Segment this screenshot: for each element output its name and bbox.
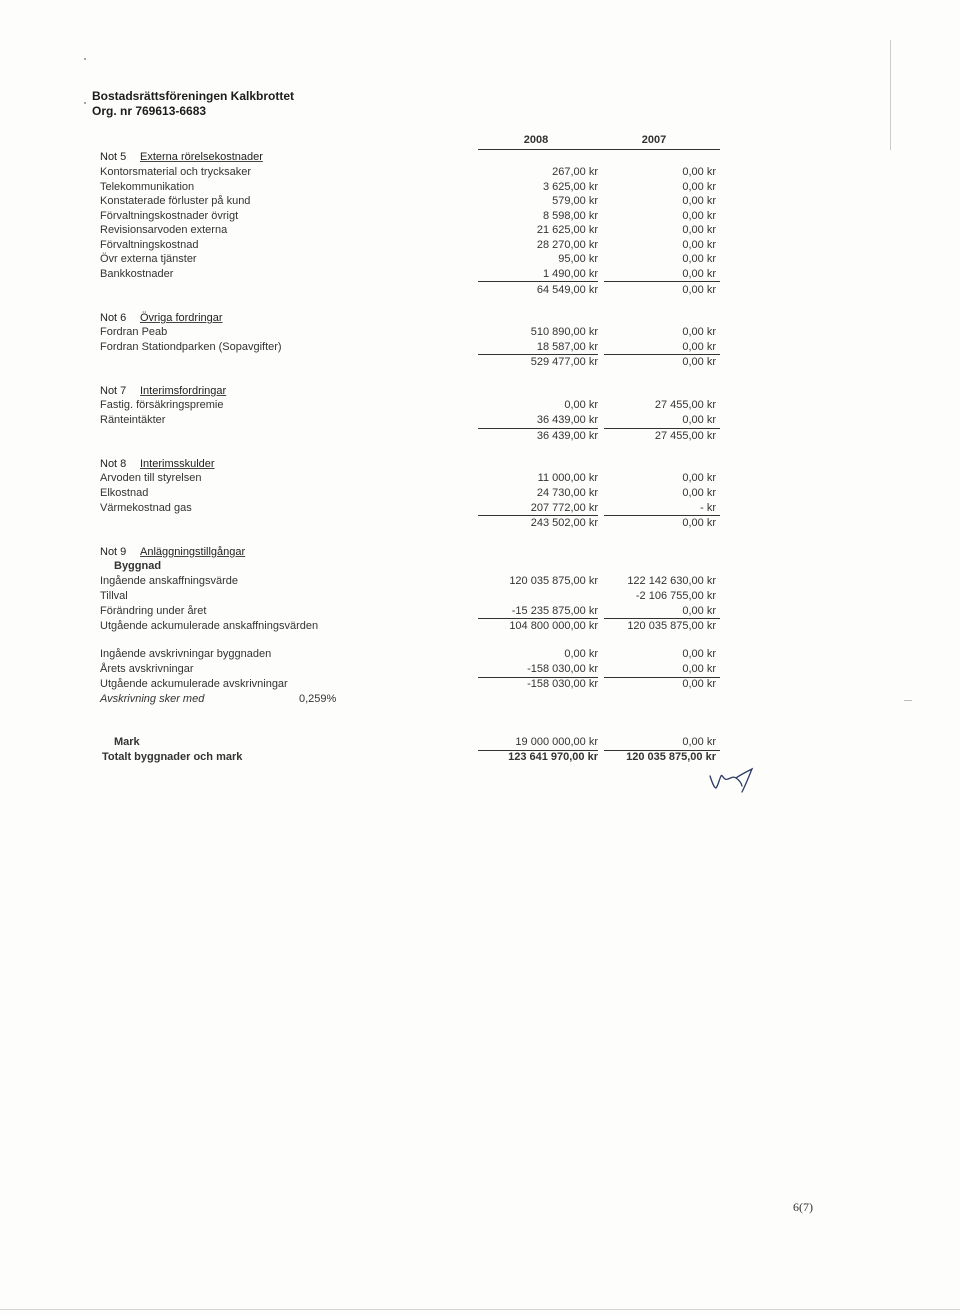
year-2008-header: 2008	[523, 134, 549, 146]
mark-value-2007: 0,00 kr	[682, 736, 716, 748]
page-number: 6(7)	[793, 1200, 813, 1214]
note-7-sum-rule-2007	[604, 428, 720, 429]
scan-speck	[84, 102, 86, 104]
row-label: Årets avskrivningar	[100, 663, 194, 675]
note-5-title	[100, 151, 263, 163]
row-value-2007: 0,00 kr	[682, 604, 716, 617]
note-8-title	[100, 458, 215, 470]
row-value-2008: 21 625,00 kr	[536, 224, 598, 236]
row-value-2007: -2 106 755,00 kr	[635, 590, 716, 602]
note-6-total-2008: 529 477,00 kr	[530, 356, 598, 368]
row-label: Utgående ackumulerade anskaffningsvärden	[100, 620, 319, 632]
note-7-title	[100, 385, 226, 397]
row-value-2008: 95,00 kr	[558, 253, 598, 265]
note-6-title	[100, 312, 223, 324]
year-2007-header: 2007	[641, 134, 667, 146]
note-6-sum-rule-2008	[478, 354, 598, 355]
row-value-2007: 0,00 kr	[682, 414, 716, 426]
note-9-heading: Anläggningstillgångar	[140, 546, 246, 558]
note-5-sum-rule-2008	[478, 281, 598, 282]
note-8-number: Not 8	[100, 458, 127, 470]
note-8-sum-rule-2008	[478, 515, 598, 516]
note-7-sum-rule-2008	[478, 428, 598, 429]
row-value-2008: 0,00 kr	[564, 648, 598, 660]
header-rule-2007	[598, 149, 720, 150]
row-label: Kontorsmaterial och trycksaker	[100, 166, 251, 178]
row-label: Förvaltningskostnader övrigt	[100, 209, 239, 222]
row-value-2007: 27 455,00 kr	[654, 399, 716, 411]
depreciation-label: Avskrivning sker med	[100, 693, 205, 705]
header-rule-2008	[478, 149, 598, 150]
total-label: Totalt byggnader och mark	[102, 751, 243, 763]
row-value-2008: 579,00 kr	[552, 195, 598, 207]
note-9-subheading: Byggnad	[114, 560, 162, 572]
row-value-2007: 0,00 kr	[682, 224, 716, 236]
row-value-2008: 267,00 kr	[552, 166, 598, 178]
row-value-2008: 24 730,00 kr	[536, 487, 598, 499]
note-6-total-2007: 0,00 kr	[682, 356, 716, 368]
row-value-2008: 104 800 000,00 kr	[509, 620, 598, 632]
row-value-2007: 0,00 kr	[682, 326, 716, 338]
row-label: Konstaterade förluster på kund	[100, 195, 251, 207]
row-label: Ränteintäkter	[100, 414, 166, 426]
row-value-2008: 207 772,00 kr	[530, 501, 598, 514]
row-value-2007: 0,00 kr	[682, 678, 716, 690]
row-value-2008: 0,00 kr	[564, 399, 598, 411]
scan-edge-line	[890, 40, 891, 150]
note-7-total-2008: 36 439,00 kr	[536, 430, 598, 442]
row-label: Övr externa tjänster	[100, 253, 197, 265]
row-value-2008: -15 235 875,00 kr	[511, 604, 598, 617]
row-value-2008: -158 030,00 kr	[527, 663, 598, 675]
row-label: Telekommunikation	[100, 180, 195, 193]
row-value-2007: 0,00 kr	[682, 648, 716, 660]
note-9-sum-rule-a-2007	[604, 618, 720, 619]
note-6-sum-rule-2007	[604, 354, 720, 355]
note-7-number: Not 7	[100, 385, 127, 397]
row-value-2008: 3 625,00 kr	[542, 180, 598, 193]
mark-value-2008: 19 000 000,00 kr	[515, 736, 598, 748]
total-value-2008: 123 641 970,00 kr	[508, 751, 598, 763]
note-5-total-2008: 64 549,00 kr	[536, 284, 598, 296]
row-value-2008: 36 439,00 kr	[536, 414, 598, 426]
row-label: Fordran Peab	[100, 326, 168, 338]
row-value-2007: 120 035 875,00 kr	[627, 620, 716, 632]
organization-number: Org. nr 769613-6683	[92, 104, 207, 118]
note-7-total-2007: 27 455,00 kr	[654, 430, 716, 442]
note-5-total-2007: 0,00 kr	[682, 284, 716, 296]
note-8-heading: Interimsskulder	[140, 458, 215, 470]
row-value-2007: 0,00 kr	[682, 209, 716, 222]
row-label: Revisionsarvoden externa	[100, 224, 228, 236]
row-label: Värmekostnad gas	[100, 501, 192, 514]
row-value-2008: -158 030,00 kr	[527, 678, 598, 690]
handwritten-initials	[706, 766, 758, 794]
row-value-2008: 510 890,00 kr	[530, 326, 598, 338]
row-label: Fastig. försäkringspremie	[100, 399, 224, 411]
row-label: Tillval	[100, 590, 128, 602]
row-value-2007: 0,00 kr	[682, 180, 716, 193]
row-label: Förändring under året	[100, 604, 207, 617]
row-value-2007: 0,00 kr	[682, 487, 716, 499]
organization-name: Bostadsrättsföreningen Kalkbrottet	[92, 89, 295, 103]
scan-speck	[84, 58, 86, 60]
total-value-2007: 120 035 875,00 kr	[626, 751, 716, 763]
row-value-2007: 0,00 kr	[682, 195, 716, 207]
note-5-sum-rule-2007	[604, 281, 720, 282]
row-label: Bankkostnader	[100, 267, 174, 280]
row-value-2007: 0,00 kr	[682, 267, 716, 280]
row-label: Arvoden till styrelsen	[100, 472, 202, 484]
row-label: Utgående ackumulerade avskrivningar	[100, 678, 288, 690]
row-label: Ingående anskaffningsvärde	[100, 575, 239, 587]
row-value-2008: 11 000,00 kr	[537, 472, 598, 484]
note-5-number: Not 5	[100, 151, 127, 163]
row-value-2007: 0,00 kr	[682, 166, 716, 178]
row-value-2007: 0,00 kr	[682, 472, 716, 484]
row-label: Fordran Stationdparken (Sopavgifter)	[100, 340, 282, 353]
depreciation-rate: 0,259%	[299, 693, 337, 705]
row-value-2007: 0,00 kr	[682, 340, 716, 353]
row-value-2008: 28 270,00 kr	[536, 238, 598, 251]
row-value-2007: - kr	[700, 501, 716, 514]
note-8-sum-rule-2007	[604, 515, 720, 516]
note-8-total-2008: 243 502,00 kr	[530, 517, 598, 529]
row-value-2008: 18 587,00 kr	[536, 340, 598, 353]
row-value-2007: 0,00 kr	[682, 253, 716, 265]
row-value-2008: 8 598,00 kr	[542, 209, 598, 222]
row-label: Elkostnad	[100, 487, 149, 499]
row-label: Förvaltningskostnad	[100, 238, 199, 251]
row-value-2007: 0,00 kr	[682, 663, 716, 675]
row-value-2007: 0,00 kr	[682, 238, 716, 251]
note-7-heading: Interimsfordringar	[140, 385, 227, 397]
scan-speck	[904, 700, 912, 701]
note-6-heading: Övriga fordringar	[140, 312, 223, 324]
row-value-2007: 122 142 630,00 kr	[627, 575, 716, 587]
row-value-2008: 120 035 875,00 kr	[509, 575, 598, 587]
note-9-number: Not 9	[100, 546, 127, 558]
scan-bottom-edge	[0, 1309, 960, 1310]
note-8-total-2007: 0,00 kr	[682, 517, 716, 529]
row-label: Ingående avskrivningar byggnaden	[100, 648, 272, 660]
row-value-2008: 1 490,00 kr	[542, 267, 598, 280]
mark-label: Mark	[114, 736, 140, 748]
note-9-title	[100, 546, 245, 558]
note-5-heading: Externa rörelsekostnader	[140, 151, 263, 163]
note-9-sum-rule-a-2008	[478, 618, 598, 619]
note-6-number: Not 6	[100, 312, 127, 324]
